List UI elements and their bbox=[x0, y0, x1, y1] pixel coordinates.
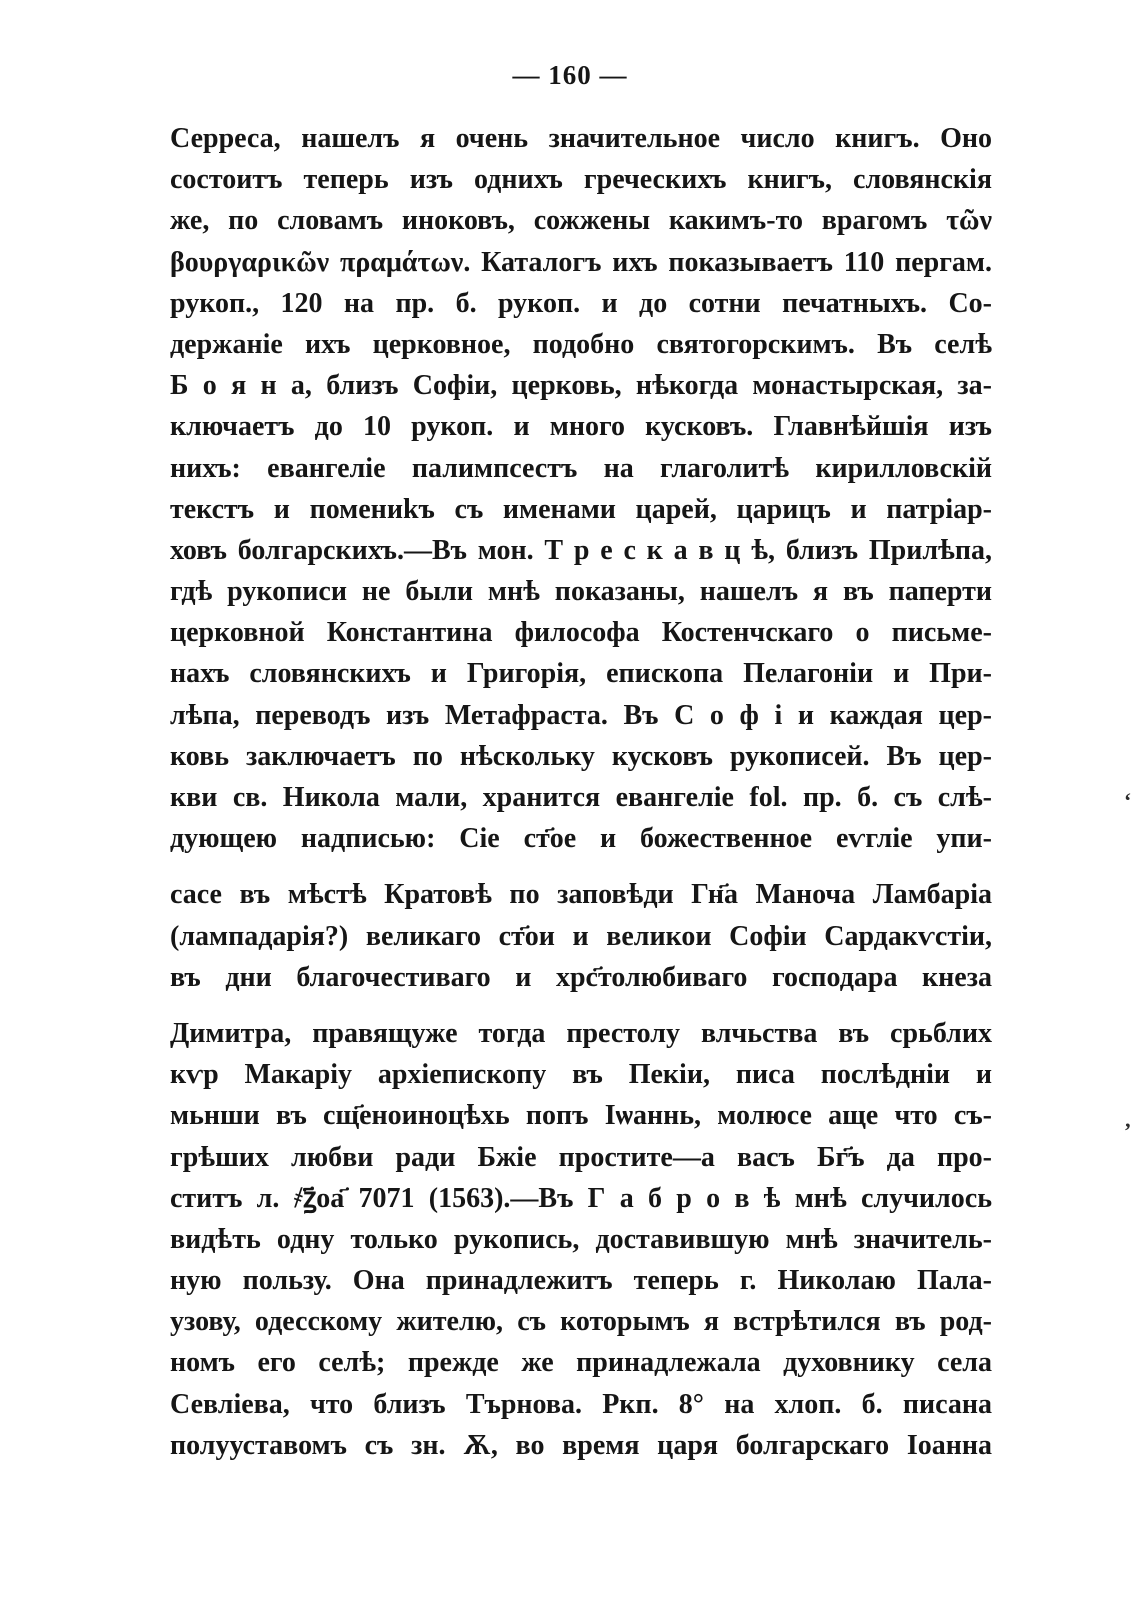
text-line: дующею надписью: Сіе ст҃ое и божественное еѵгліе упи- bbox=[170, 823, 992, 855]
text-line: видѣть одну только рукопись, доставившую мнѣ значитель- bbox=[170, 1223, 992, 1255]
text-line: церковной Константина философа Костенчскаго о письме- bbox=[170, 617, 992, 649]
text-line: Димитра, правящуже тогда престолу влчьства въ срьблих bbox=[170, 1017, 992, 1049]
text-line: грѣших любви ради Бжіе простите—а васъ Бг҃ъ да про- bbox=[170, 1141, 992, 1173]
text-line: узову, одесскому жителю, съ которымъ я встрѣтился въ род- bbox=[170, 1306, 992, 1338]
text-line: ститъ л. ҂ꙁ҃оа҃ 7071 (1563).—Въ Г а б р о в ѣ мнѣ случилось bbox=[170, 1182, 992, 1214]
text-line: мьнши въ сщ҃еноиноцѣхь попъ Іѡаннь, молюсе аще что съ- bbox=[170, 1100, 992, 1132]
text-line: рукоп., 120 на пр. б. рукоп. и до сотни печатныхъ. Со- bbox=[170, 287, 992, 319]
text-line: Севліева, что близъ Търнова. Ркп. 8° на хлоп. б. писана bbox=[170, 1388, 992, 1420]
margin-mark: ’ bbox=[1124, 1118, 1132, 1143]
text-line: состоитъ теперь изъ однихъ греческихъ книгъ, словянскія bbox=[170, 164, 992, 196]
text-line: въ дни благочестиваго и хрс҃толюбиваго господара кнеза bbox=[170, 961, 992, 993]
text-line: гдѣ рукописи не были мнѣ показаны, нашелъ я въ паперти bbox=[170, 576, 992, 608]
text-line: нахъ словянскихъ и Григорія, епископа Пелагоніи и При- bbox=[170, 658, 992, 690]
margin-mark: ‘ bbox=[1124, 788, 1132, 813]
text-line: нихъ: евангеліе палимпсестъ на глаголитѣ кирилловскій bbox=[170, 452, 992, 484]
text-line: кви св. Никола мали, хранится евангеліе fol. пр. б. съ слѣ- bbox=[170, 782, 992, 813]
text-line: сасе въ мѣстѣ Кратовѣ по заповѣди Гн҃а Маноча Ламбаріа bbox=[170, 879, 992, 911]
text-line: ключаетъ до 10 рукоп. и много кусковъ. Главнѣйшія изъ bbox=[170, 411, 992, 443]
text-line: полууставомъ съ зн. Ѫ, во время царя болгарскаго Іоанна bbox=[170, 1429, 992, 1461]
text-line: номъ его селѣ; прежде же принадлежала духовнику села bbox=[170, 1347, 992, 1379]
text-line: Б о я н а, близъ Софіи, церковь, нѣкогда монастырская, за- bbox=[170, 370, 992, 402]
text-line: ковь заключаетъ по нѣскольку кусковъ рукописей. Въ цер- bbox=[170, 740, 992, 772]
text-line: (лампадарія?) великаго ст҃ои и великои Софіи Сардакѵстіи, bbox=[170, 920, 992, 952]
text-line: ную пользу. Она принадлежитъ теперь г. Николаю Пала- bbox=[170, 1265, 992, 1297]
text-line: кѵр Макаріу архіепископу въ Пекіи, писа послѣдніи и bbox=[170, 1059, 992, 1091]
body-text bbox=[170, 118, 992, 1466]
text-line: держаніе ихъ церковное, подобно святогорскимъ. Въ селѣ bbox=[170, 328, 992, 360]
text-line: βουργαρικῶν πραμάτων. Каталогъ ихъ показываетъ 110 пергам. bbox=[170, 246, 992, 278]
page-number: — 160 — bbox=[512, 60, 628, 90]
text-line: лѣпа, переводъ изъ Метафраста. Въ С о ф і и каждая цер- bbox=[170, 699, 992, 731]
text-line: ховъ болгарскихъ.—Въ мон. Т р е с к а в ц ѣ, близъ Прилѣпа, bbox=[170, 534, 992, 566]
text-line: текстъ и помениkъ съ именами царей, царицъ и патріар- bbox=[170, 493, 992, 525]
text-line: Серреса, нашелъ я очень значительное число книгъ. Оно bbox=[170, 123, 992, 154]
text-line: же, по словамъ иноковъ, сожжены какимъ-то врагомъ τῶν bbox=[170, 205, 992, 237]
